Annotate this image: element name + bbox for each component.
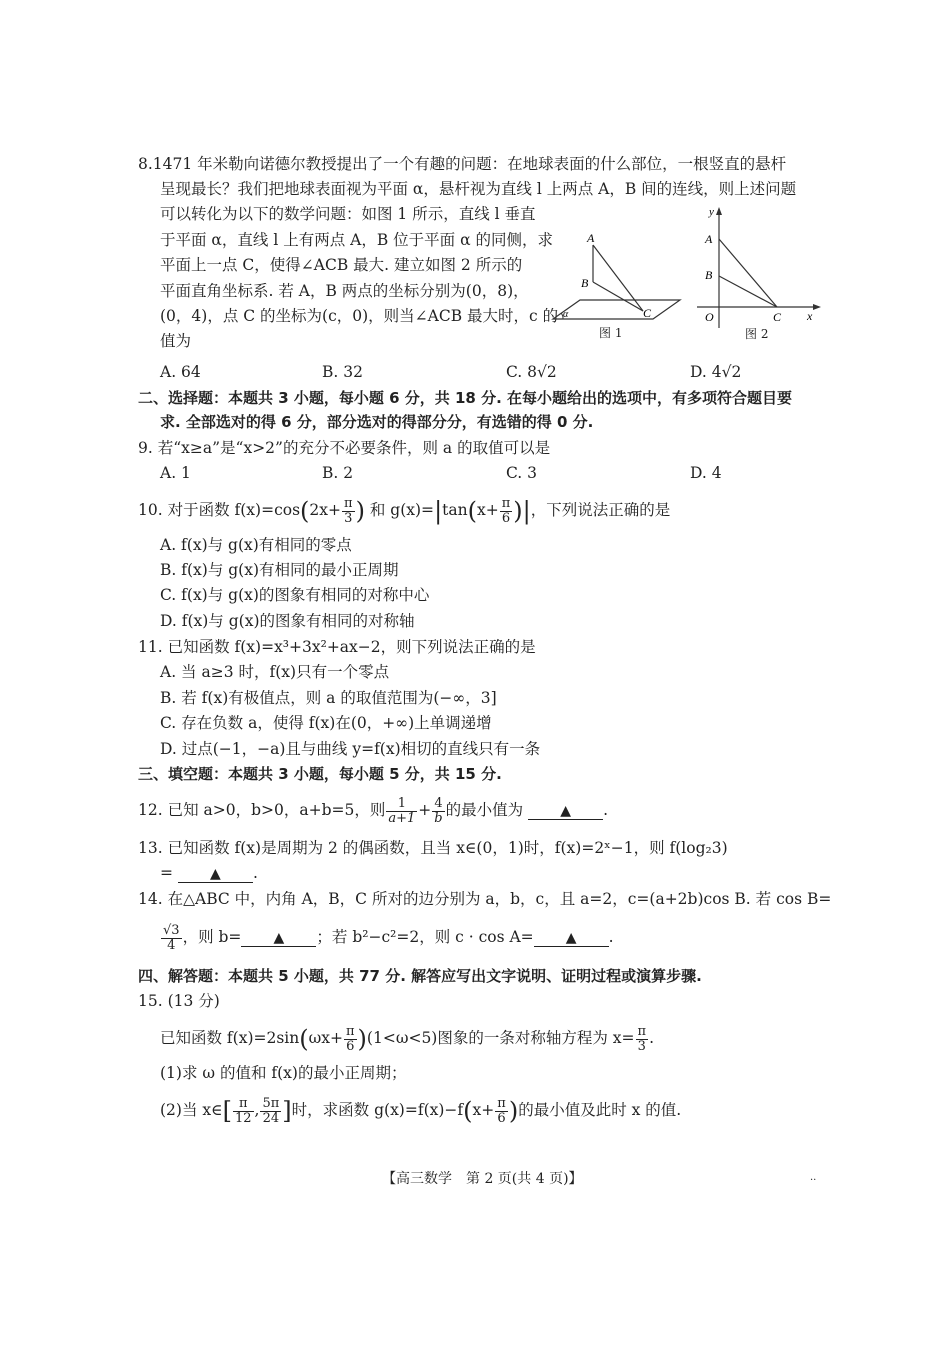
svg-text:α: α bbox=[563, 309, 569, 320]
q15-stem-mid: (1<ω<5)图象的一条对称轴方程为 x= bbox=[366, 1029, 635, 1047]
period: . bbox=[603, 801, 609, 819]
paren-close: ) bbox=[513, 497, 523, 525]
q10-suffix: ，下列说法正确的是 bbox=[530, 501, 671, 519]
q8-number: 8. bbox=[138, 155, 153, 173]
abs-bar-close: | bbox=[522, 497, 531, 525]
triangle-icon: ▲ bbox=[560, 803, 571, 819]
svg-text:x: x bbox=[807, 309, 813, 323]
q10-mid: 和 g(x)= bbox=[369, 501, 435, 519]
q13-answer-blank[interactable] bbox=[178, 864, 253, 883]
q11-option-a[interactable]: A. 当 a≥3 时，f(x)只有一个零点 bbox=[160, 663, 390, 681]
bracket-open: [ bbox=[222, 1097, 232, 1125]
q8-line-5: 平面上一点 C，使得∠ACB 最大. 建立如图 2 所示的 bbox=[160, 256, 523, 274]
q10-g-inner2: x+ bbox=[476, 501, 499, 519]
q14-answer-blank-1[interactable] bbox=[241, 928, 316, 947]
q14-part1: ，则 b= bbox=[182, 928, 242, 946]
frac-num: π bbox=[497, 1095, 506, 1111]
q8-line-6: 平面直角坐标系. 若 A，B 两点的坐标分别为(0，8)， bbox=[160, 282, 529, 300]
q10-stem bbox=[138, 496, 670, 526]
fraction-pi-over-3 bbox=[342, 497, 355, 526]
q14-answer-line bbox=[160, 920, 614, 954]
q12-answer-blank[interactable] bbox=[528, 801, 603, 820]
frac-den: 3 bbox=[637, 1038, 646, 1054]
figure-2-diagram bbox=[695, 203, 825, 343]
frac-den: 6 bbox=[346, 1038, 355, 1054]
q15-header: 15. (13 分) bbox=[138, 992, 220, 1010]
q10-option-a[interactable]: A. f(x)与 g(x)有相同的零点 bbox=[160, 536, 352, 554]
frac-den: b bbox=[434, 810, 443, 826]
q13-answer-line bbox=[160, 862, 258, 884]
q15-part2-suffix: 的最小值及此时 x 的值. bbox=[518, 1101, 682, 1119]
abs-bar-open: | bbox=[434, 497, 443, 525]
q15-stem bbox=[160, 1022, 654, 1055]
frac-num: √3 bbox=[163, 922, 180, 938]
paren-open: ( bbox=[299, 1025, 309, 1053]
section-3-heading: 三、填空题：本题共 3 小题，每小题 5 分，共 15 分. bbox=[138, 765, 502, 783]
triangle-icon: ▲ bbox=[273, 930, 285, 946]
fraction-sqrt3-over-4 bbox=[161, 924, 182, 953]
paren-open: ( bbox=[463, 1097, 473, 1125]
svg-text:C: C bbox=[643, 306, 652, 320]
section-2-heading-cont: 求. 全部选对的得 6 分，部分选对的得部分分，有选错的得 0 分. bbox=[160, 413, 594, 431]
q15-part2-prefix: (2)当 x∈ bbox=[160, 1101, 223, 1119]
paren-open: ( bbox=[300, 497, 310, 525]
frac-den: 6 bbox=[501, 510, 511, 526]
q9-option-d[interactable]: D. 4 bbox=[690, 464, 722, 482]
q15-stem-inner: ωx+ bbox=[308, 1029, 343, 1047]
q11-option-c[interactable]: C. 存在负数 a，使得 f(x)在(0，+∞)上单调递增 bbox=[160, 714, 492, 732]
q8-line-1 bbox=[138, 153, 786, 175]
period: . bbox=[649, 1029, 654, 1047]
q9-option-a[interactable]: A. 1 bbox=[160, 464, 191, 482]
bracket-close: ] bbox=[282, 1097, 292, 1125]
frac-num: 4 bbox=[432, 797, 444, 812]
fraction-pi-over-6 bbox=[344, 1025, 357, 1054]
frac-den: 3 bbox=[344, 510, 353, 526]
footer-mark: .. bbox=[810, 1172, 817, 1183]
q15-part2-mid: 时，求函数 g(x)=f(x)−f bbox=[291, 1101, 464, 1119]
frac-den: a+1 bbox=[388, 810, 416, 826]
period: . bbox=[252, 864, 258, 882]
q8-option-b[interactable]: B. 32 bbox=[322, 363, 363, 381]
fraction-pi-over-12 bbox=[233, 1097, 254, 1126]
paren-close: ) bbox=[508, 1097, 519, 1125]
section-4-heading: 四、解答题：本题共 5 小题，共 77 分. 解答应写出文字说明、证明过程或演算步骤. bbox=[138, 967, 702, 985]
q10-option-c[interactable]: C. f(x)与 g(x)的图象有相同的对称中心 bbox=[160, 586, 430, 604]
q11-option-d[interactable]: D. 过点(−1，−a)且与曲线 y=f(x)相切的直线只有一条 bbox=[160, 740, 541, 758]
q8-option-a[interactable]: A. 64 bbox=[160, 363, 201, 381]
q15-part-2: (2)当 x∈[ $\frac{\pi}{12}$ , $\frac{5\pi}{24}$ ]时，求函数 g(x)=f(x)−f(x+ $\frac{\pi}{6}$ )的最小值及此时 x 的值. bbox=[160, 1095, 682, 1126]
page-footer: 【高三数学 第 2 页(共 4 页)】 bbox=[382, 1171, 583, 1187]
frac-den: 6 bbox=[497, 1110, 506, 1126]
figure-1 bbox=[545, 225, 685, 345]
q10-prefix: 10. 对于函数 f(x)=cos bbox=[138, 501, 301, 519]
svg-text:A: A bbox=[705, 232, 713, 246]
q10-option-d[interactable]: D. f(x)与 g(x)的图象有相同的对称轴 bbox=[160, 612, 415, 630]
svg-text:C: C bbox=[773, 310, 782, 324]
frac-num: π bbox=[501, 495, 511, 511]
fraction-4-over-b bbox=[432, 797, 444, 826]
fraction-pi-over-6 bbox=[495, 1097, 508, 1126]
plus-sign: + bbox=[418, 801, 432, 819]
q10-f-inner: 2x+ bbox=[309, 501, 342, 519]
fraction-1-over-a-plus-1 bbox=[386, 797, 417, 826]
q8-option-c[interactable]: C. 8√2 bbox=[506, 363, 557, 381]
frac-num: π bbox=[346, 1023, 355, 1039]
svg-text:A: A bbox=[587, 231, 595, 245]
q10-option-b[interactable]: B. f(x)与 g(x)有相同的最小正周期 bbox=[160, 561, 399, 579]
triangle-icon: ▲ bbox=[210, 866, 221, 882]
q13-stem: 13. 已知函数 f(x)是周期为 2 的偶函数，且当 x∈(0，1)时，f(x)=2ˣ−1，则 f(log₂3) bbox=[138, 839, 728, 857]
svg-text:y: y bbox=[709, 206, 714, 218]
q8-line-8: 值为 bbox=[160, 332, 192, 350]
svg-text:B: B bbox=[705, 268, 713, 282]
figure-2-caption: 图 2 bbox=[745, 327, 769, 341]
q12-stem bbox=[138, 795, 608, 826]
frac-num: π bbox=[344, 495, 353, 511]
q15-stem-prefix: 已知函数 f(x)=2sin bbox=[160, 1029, 300, 1047]
q14-stem: 14. 在△ABC 中，内角 A，B，C 所对的边分别为 a，b，c，且 a=2，c=(a+2b)cos B. 若 cos B= bbox=[138, 890, 832, 908]
q10-g-inner: tan bbox=[442, 501, 468, 519]
paren-close: ) bbox=[357, 1025, 367, 1053]
triangle-icon: ▲ bbox=[565, 930, 577, 946]
q8-line-7: (0，4)，点 C 的坐标为(c，0)，则当∠ACB 最大时，c 的 bbox=[160, 307, 559, 325]
paren-open: ( bbox=[467, 497, 477, 525]
q8-line-4: 于平面 α，直线 l 上有两点 A，B 位于平面 α 的同侧，求 bbox=[160, 231, 553, 249]
q14-part2: ；若 b²−c²=2，则 c · cos A= bbox=[316, 928, 534, 946]
equals-sign: = bbox=[160, 864, 173, 882]
frac-den: 4 bbox=[167, 937, 176, 953]
fraction-pi-over-6 bbox=[500, 497, 513, 526]
fraction-pi-over-3 bbox=[636, 1025, 649, 1054]
frac-den: 24 bbox=[262, 1110, 280, 1126]
paren-close: ) bbox=[355, 497, 365, 525]
q9-stem: 9. 若“x≥a”是“x>2”的充分不必要条件，则 a 的取值可以是 bbox=[138, 439, 551, 457]
q15-part2-inner: x+ bbox=[472, 1101, 495, 1119]
frac-num: 5π bbox=[262, 1095, 280, 1111]
fraction-5pi-over-24 bbox=[260, 1097, 281, 1126]
q12-prefix: 12. 已知 a>0，b>0，a+b=5，则 bbox=[138, 801, 386, 819]
q9-option-c[interactable]: C. 3 bbox=[506, 464, 538, 482]
q8-option-d[interactable]: D. 4√2 bbox=[690, 363, 742, 381]
q8-line-2: 呈现最长？我们把地球表面视为平面 α，悬杆视为直线 l 上两点 A，B 间的连线，则上述问题 bbox=[160, 180, 797, 198]
frac-num: π bbox=[637, 1023, 647, 1039]
frac-num: π bbox=[233, 1097, 254, 1112]
frac-den: 12 bbox=[234, 1110, 252, 1126]
q11-option-b[interactable]: B. 若 f(x)有极值点，则 a 的取值范围为(−∞，3] bbox=[160, 689, 497, 707]
svg-text:B: B bbox=[581, 276, 589, 290]
figure-1-caption: 图 1 bbox=[599, 326, 623, 340]
q9-option-b[interactable]: B. 2 bbox=[322, 464, 354, 482]
frac-num: 1 bbox=[386, 797, 417, 812]
figure-2 bbox=[695, 203, 825, 343]
q12-suffix: 的最小值为 bbox=[445, 801, 524, 819]
q8-text: 1471 年米勒向诺德尔教授提出了一个有趣的问题：在地球表面的什么部位，一根竖直的悬杆 bbox=[152, 155, 787, 173]
q14-answer-blank-2[interactable] bbox=[534, 928, 609, 947]
q8-line-3: 可以转化为以下的数学问题：如图 1 所示，直线 l 垂直 bbox=[160, 205, 536, 223]
section-2-heading: 二、选择题：本题共 3 小题，每小题 6 分，共 18 分. 在每小题给出的选项中，有多项符合题目要 bbox=[138, 389, 793, 407]
period: . bbox=[608, 928, 614, 946]
svg-text:O: O bbox=[705, 310, 714, 324]
q11-stem: 11. 已知函数 f(x)=x³+3x²+ax−2，则下列说法正确的是 bbox=[138, 638, 536, 656]
q15-part-1: (1)求 ω 的值和 f(x)的最小正周期； bbox=[160, 1064, 407, 1082]
